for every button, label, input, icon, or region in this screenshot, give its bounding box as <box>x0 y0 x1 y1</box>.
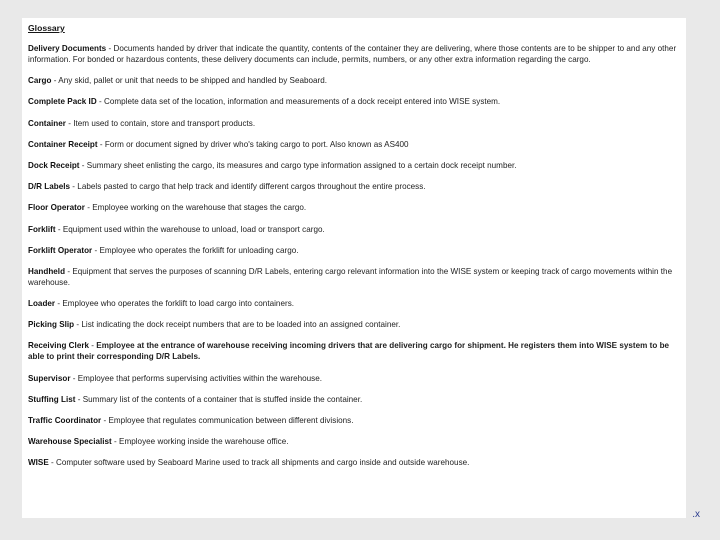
term-separator: - <box>65 266 73 276</box>
glossary-entry <box>28 245 680 256</box>
corner-mark: .x <box>692 509 700 520</box>
glossary-term: Supervisor <box>28 373 71 383</box>
term-separator: - <box>70 373 78 383</box>
glossary-term: Receiving Clerk <box>28 341 90 351</box>
glossary-entry <box>28 224 680 235</box>
glossary-term: D/R Labels <box>28 182 71 192</box>
glossary-definition: Form or document signed by driver who's taking cargo to port. Also known as AS400 <box>104 139 409 149</box>
term-separator: - <box>48 458 57 468</box>
term-separator: - <box>74 320 82 330</box>
glossary-term: Complete Pack ID <box>28 97 97 107</box>
glossary-entry <box>28 181 680 192</box>
term-separator: - <box>89 341 97 351</box>
glossary-entry <box>28 202 680 213</box>
glossary-term: Forklift <box>28 224 56 234</box>
glossary-definition: Employee who operates the forklift to load cargo into containers. <box>62 299 295 309</box>
glossary-term: Handheld <box>28 266 66 276</box>
glossary-term: Stuffing List <box>28 394 76 404</box>
glossary-entry <box>28 436 680 447</box>
glossary-entry <box>28 266 680 288</box>
glossary-term: Floor Operator <box>28 203 85 213</box>
term-separator: - <box>55 299 63 309</box>
glossary-entry <box>28 373 680 384</box>
glossary-term: Container <box>28 118 66 128</box>
glossary-definition: Summary list of the contents of a container that is stuffed inside the container. <box>82 394 363 404</box>
glossary-entry <box>28 75 680 86</box>
glossary-list <box>28 43 680 468</box>
term-separator: - <box>106 44 114 53</box>
glossary-definition: List indicating the dock receipt numbers that are to be loaded into an assigned container. <box>81 320 401 330</box>
term-separator: - <box>70 182 78 192</box>
document-page <box>22 18 686 518</box>
glossary-entry <box>28 139 680 150</box>
glossary-term: Loader <box>28 299 56 309</box>
glossary-definition: Employee working inside the warehouse office. <box>119 437 289 447</box>
glossary-definition: Complete data set of the location, information and measurements of a dock receipt entered into WISE system. <box>103 97 501 107</box>
glossary-definition: Employee who operates the forklift for unloading cargo. <box>99 245 299 255</box>
glossary-entry <box>28 415 680 426</box>
glossary-term: Cargo <box>28 76 52 86</box>
glossary-term: Dock Receipt <box>28 160 80 170</box>
term-separator: - <box>111 437 120 447</box>
glossary-definition: Item used to contain, store and transport products. <box>73 118 256 128</box>
glossary-definition: Equipment used within the warehouse to unload, load or transport cargo. <box>62 224 325 234</box>
term-separator: - <box>51 76 59 86</box>
glossary-term: Forklift Operator <box>28 245 93 255</box>
glossary-entry <box>28 319 680 330</box>
glossary-term: Picking Slip <box>28 320 75 330</box>
glossary-definition: Summary sheet enlisting the cargo, its measures and cargo type information assigned to a certain dock receipt number. <box>86 160 517 170</box>
term-separator: - <box>65 118 74 128</box>
glossary-entry <box>28 340 680 362</box>
glossary-term: WISE <box>28 458 49 468</box>
glossary-definition: Labels pasted to cargo that help track and identify different cargos throughout the entire process. <box>77 182 426 192</box>
term-separator: - <box>101 416 109 425</box>
glossary-definition: Employee working on the warehouse that stages the cargo. <box>92 203 307 213</box>
glossary-definition: Any skid, pallet or unit that needs to be shipped and handled by Seaboard. <box>58 76 328 86</box>
glossary-definition: Documents handed by driver that indicate the quantity, contents of the container they are delivering, where those contents are to be shipper to and any other information. For bonded or hazardous contents, these delivery documents can include, permits, numbers, or any other extra information regarding the cargo. <box>28 44 677 64</box>
glossary-entry <box>28 394 680 405</box>
glossary-definition: Employee that regulates communication between different divisions. <box>108 416 354 425</box>
glossary-term: Warehouse Specialist <box>28 437 112 447</box>
term-separator: - <box>92 245 100 255</box>
glossary-definition: Employee that performs supervising activities within the warehouse. <box>77 373 323 383</box>
term-separator: - <box>75 394 83 404</box>
glossary-entry <box>28 160 680 171</box>
glossary-definition: Computer software used by Seaboard Marine used to track all shipments and cargo inside and outside warehouse. <box>56 458 470 468</box>
glossary-entry <box>28 298 680 309</box>
glossary-title: Glossary <box>28 23 65 33</box>
term-separator: - <box>55 224 63 234</box>
term-separator: - <box>84 203 93 213</box>
glossary-entry <box>28 457 680 468</box>
glossary-entry <box>28 43 680 65</box>
glossary-definition: Employee at the entrance of warehouse receiving incoming drivers that are delivering cargo for shipment. He registers them into WISE system to be able to print their corresponding D/R Labels. <box>28 341 670 362</box>
glossary-entry <box>28 96 680 107</box>
glossary-term: Container Receipt <box>28 139 98 149</box>
term-separator: - <box>96 97 104 107</box>
term-separator: - <box>97 139 105 149</box>
glossary-definition: Equipment that serves the purposes of scanning D/R Labels, entering cargo relevant information into the WISE system or keeping track of cargo movements within the warehouse. <box>28 266 673 287</box>
glossary-term: Traffic Coordinator <box>28 416 102 425</box>
term-separator: - <box>79 160 87 170</box>
glossary-entry <box>28 118 680 129</box>
glossary-term: Delivery Documents <box>28 44 107 53</box>
